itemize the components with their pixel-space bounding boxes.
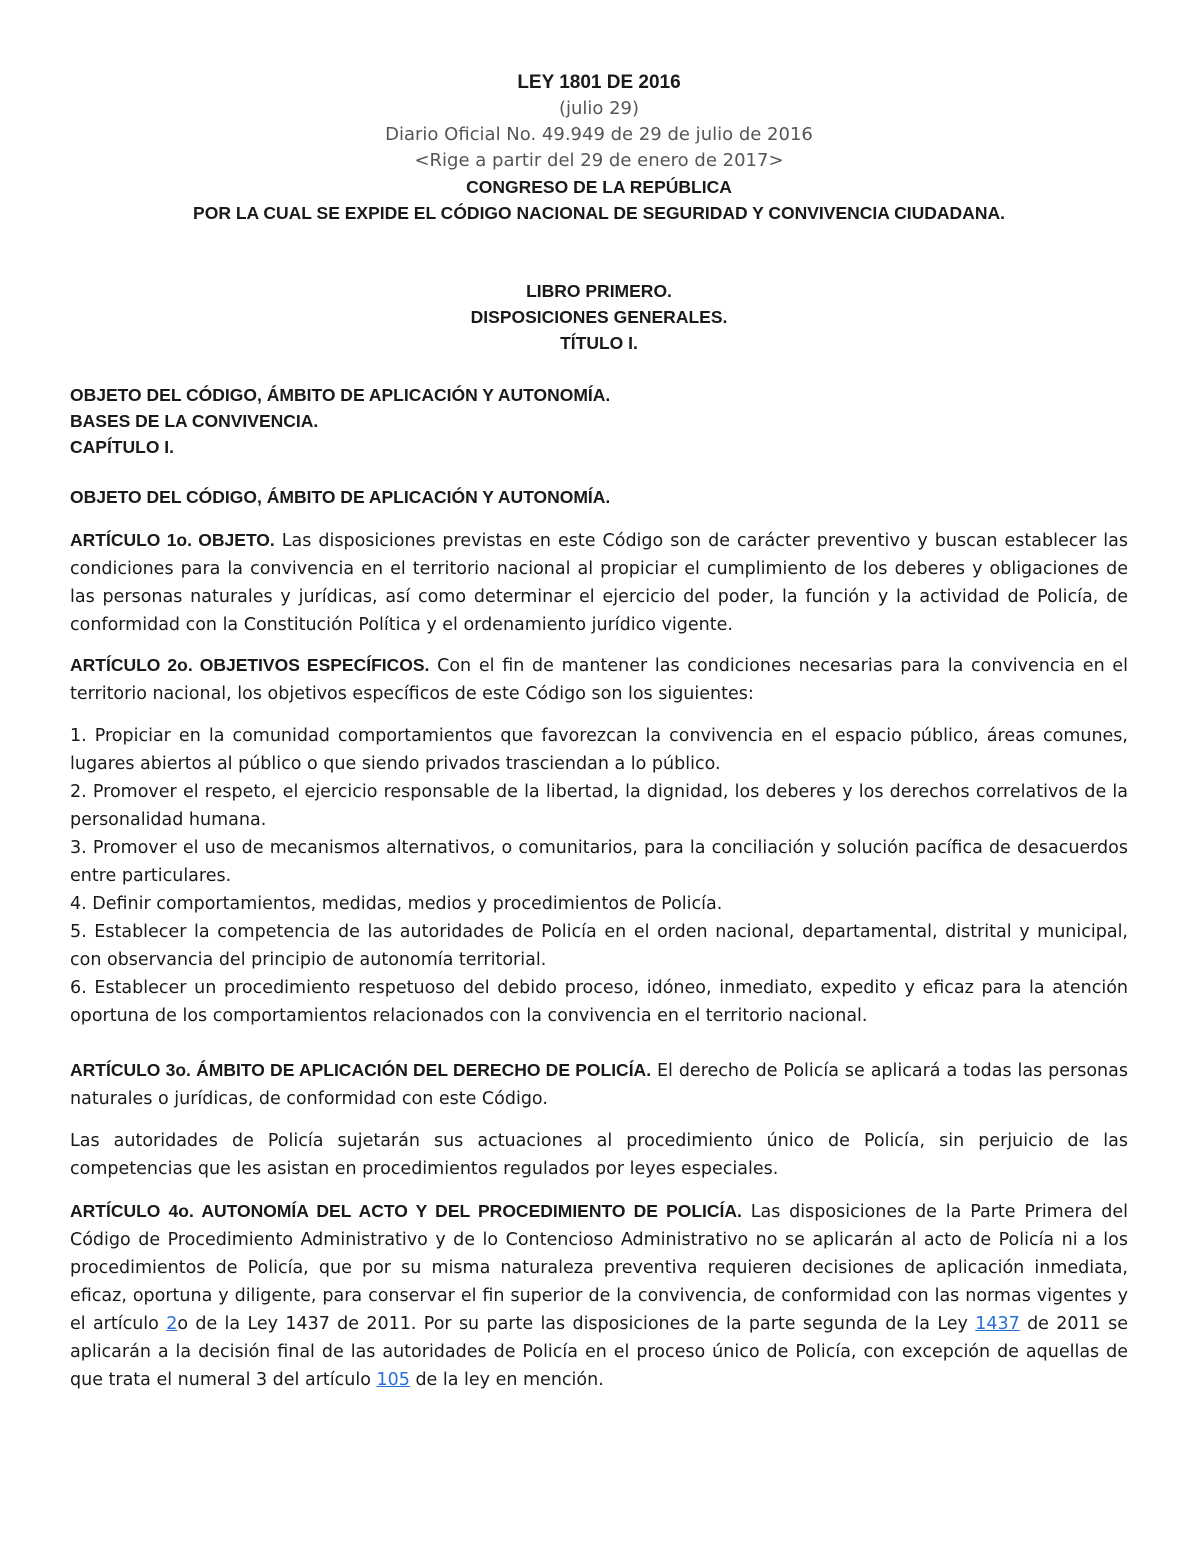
effective-date: <Rige a partir del 29 de enero de 2017> xyxy=(414,150,784,171)
law-purpose: POR LA CUAL SE EXPIDE EL CÓDIGO NACIONAL DE SEGURIDAD Y CONVIVENCIA CIUDADANA. xyxy=(193,203,1005,223)
link-article-105[interactable]: 105 xyxy=(376,1370,410,1390)
list-item: 1. Propiciar en la comunidad comportamientos que favorezcan la convivencia en el espacio público, áreas comunes, lugares abiertos al público o que siendo privados trasciendan a lo público. xyxy=(70,726,1128,774)
document-header xyxy=(70,70,1128,226)
article-1-label: ARTÍCULO 1o. OBJETO. xyxy=(70,530,275,550)
link-article-2[interactable]: 2 xyxy=(166,1314,178,1334)
article-2-text: Con el fin de mantener las condiciones necesarias para la convivencia en el territorio nacional, los objetivos específicos de este Código son los siguientes: xyxy=(70,656,1128,704)
disposiciones-heading: DISPOSICIONES GENERALES. xyxy=(470,307,728,327)
article-4-text-1: Las disposiciones de la Parte Primera del Código de Procedimiento Administrativo y de lo Contencioso Administrativo no se aplicarán al acto de Policía ni a los procedimientos de Policía, que por su misma naturaleza preventiva requieren decisiones de aplicación inmediata, eficaz, oportuna y diligente, para conservar el fin superior de la convivencia, de conformidad con las normas vigentes y el artículo xyxy=(70,1202,1128,1334)
law-date: (julio 29) xyxy=(558,98,640,119)
article-2-label: ARTÍCULO 2o. OBJETIVOS ESPECÍFICOS. xyxy=(70,655,430,675)
list-item: 2. Promover el respeto, el ejercicio responsable de la libertad, la dignidad, los deberes y los derechos correlativos de la personalidad humana. xyxy=(70,782,1128,830)
article-4-text-3: de 2011 se aplicarán a la decisión final de las autoridades de Policía en el proceso único de Policía, con excepción de aquellas de que trata el numeral 3 del artículo xyxy=(70,1314,1128,1390)
article-3-label: ARTÍCULO 3o. ÁMBITO DE APLICACIÓN DEL DERECHO DE POLICÍA. xyxy=(70,1060,652,1080)
list-item: 3. Promover el uso de mecanismos alternativos, o comunitarios, para la conciliación y solución pacífica de desacuerdos entre particulares. xyxy=(70,838,1128,886)
capitulo-heading: CAPÍTULO I. xyxy=(70,437,175,457)
article-4 xyxy=(70,1197,1128,1394)
article-4-text-2: o de la Ley 1437 de 2011. Por su parte las disposiciones de la parte segunda de la Ley xyxy=(177,1314,976,1334)
article-2 xyxy=(70,651,1128,708)
article-1-text: Las disposiciones previstas en este Código son de carácter preventivo y buscan establecer las condiciones para la convivencia en el territorio nacional al propiciar el cumplimiento de los deberes y obligaciones de las personas naturales y jurídicas, así como determinar el ejercicio del poder, la función y la actividad de Policía, de conformidad con la Constitución Política y el ordenamiento jurídico vigente. xyxy=(70,531,1128,635)
libro-heading: LIBRO PRIMERO. xyxy=(526,281,672,301)
objeto-heading-repeat: OBJETO DEL CÓDIGO, ÁMBITO DE APLICACIÓN Y AUTONOMÍA. xyxy=(70,487,611,507)
article-1 xyxy=(70,526,1128,639)
gazette-reference: Diario Oficial No. 49.949 de 29 de julio de 2016 xyxy=(385,124,813,145)
article-3-text: El derecho de Policía se aplicará a todas las personas naturales o jurídicas, de conformidad con este Código. xyxy=(70,1061,1128,1109)
document-page xyxy=(70,66,1128,1394)
section-headings xyxy=(70,382,1128,460)
article-2-objectives-list xyxy=(70,722,1128,1030)
article-4-text-4: de la ley en mención. xyxy=(409,1370,604,1390)
law-title: LEY 1801 DE 2016 xyxy=(517,72,681,93)
link-ley-1437[interactable]: 1437 xyxy=(975,1314,1020,1334)
list-item: 5. Establecer la competencia de las autoridades de Policía en el orden nacional, departamental, distrital y municipal, con observancia del principio de autonomía territorial. xyxy=(70,922,1128,970)
article-3-paragraph-2: Las autoridades de Policía sujetarán sus actuaciones al procedimiento único de Policía, sin perjuicio de las competencias que les asistan en procedimientos regulados por leyes especiales. xyxy=(70,1131,1128,1179)
issuer: CONGRESO DE LA REPÚBLICA xyxy=(466,177,732,197)
book-heading xyxy=(70,278,1128,356)
list-item: 4. Definir comportamientos, medidas, medios y procedimientos de Policía. xyxy=(70,894,723,914)
bases-heading: BASES DE LA CONVIVENCIA. xyxy=(70,411,319,431)
article-4-label: ARTÍCULO 4o. AUTONOMÍA DEL ACTO Y DEL PROCEDIMIENTO DE POLICÍA. xyxy=(70,1201,742,1221)
list-item: 6. Establecer un procedimiento respetuoso del debido proceso, idóneo, inmediato, expedito y eficaz para la atención oportuna de los comportamientos relacionados con la convivencia en el territorio nacional. xyxy=(70,978,1128,1026)
objeto-heading: OBJETO DEL CÓDIGO, ÁMBITO DE APLICACIÓN Y AUTONOMÍA. xyxy=(70,385,611,405)
titulo-heading: TÍTULO I. xyxy=(560,333,638,353)
article-3 xyxy=(70,1056,1128,1113)
